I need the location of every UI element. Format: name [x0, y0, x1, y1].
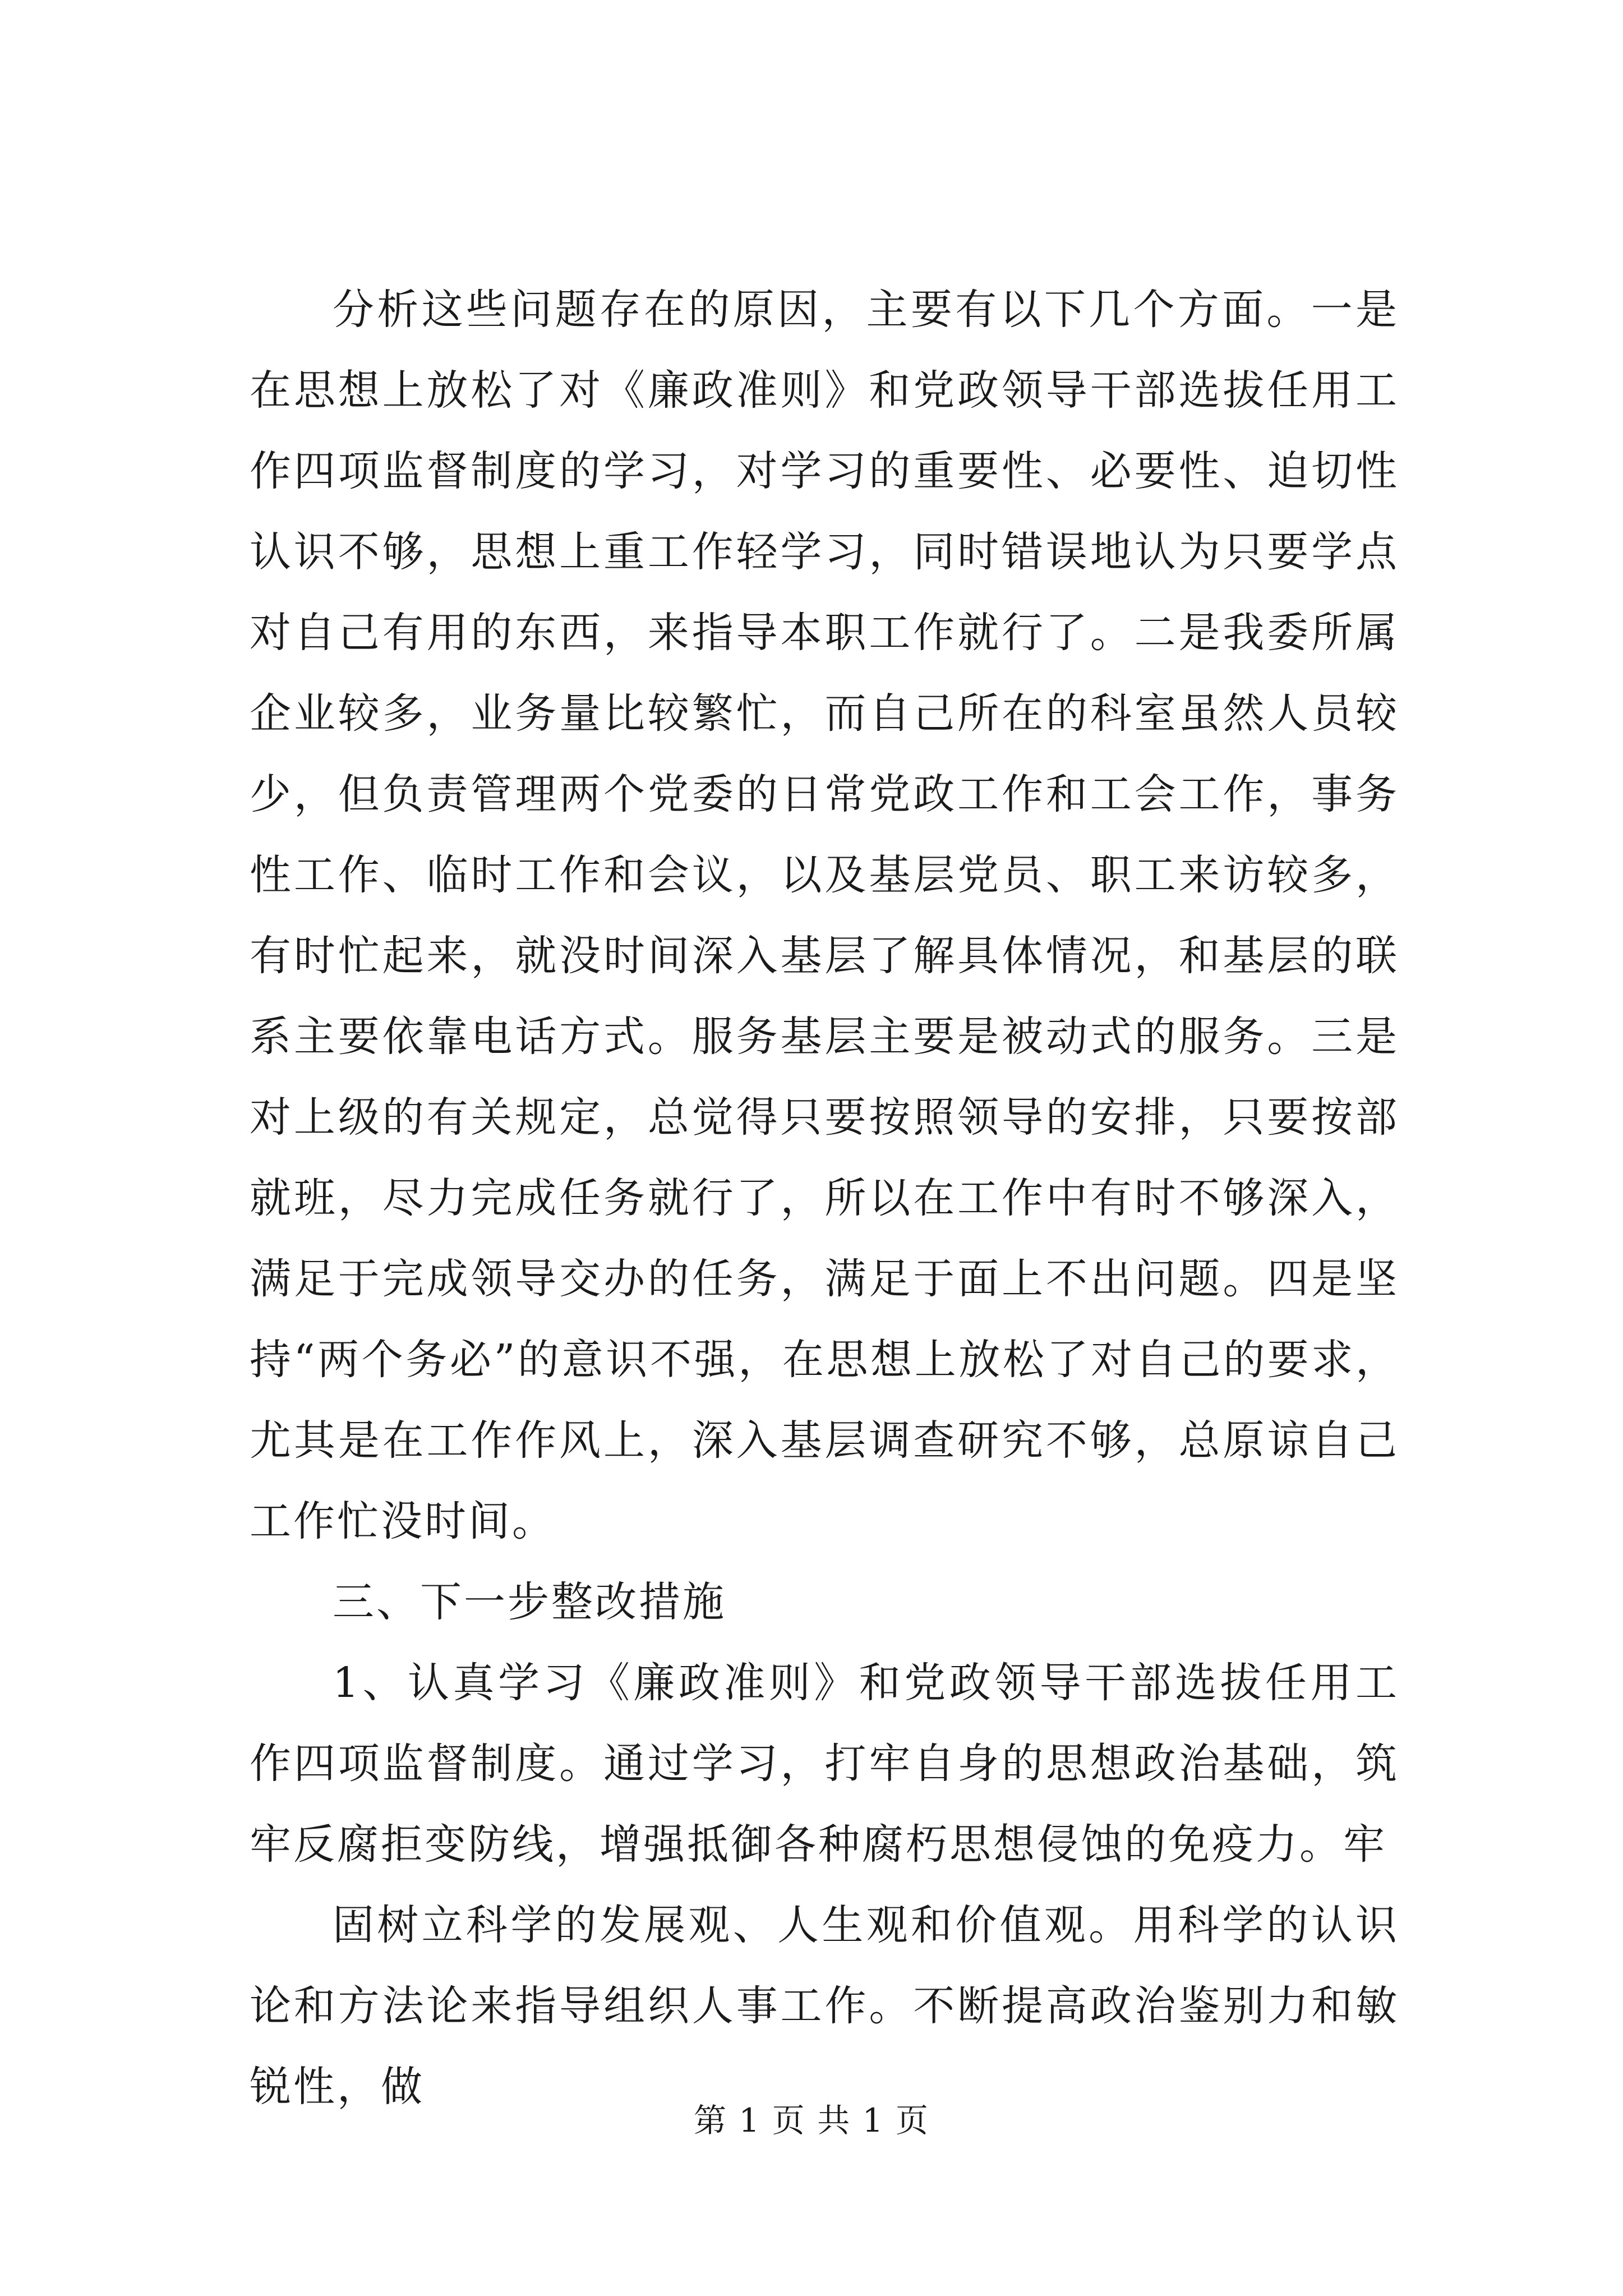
document-body — [250, 269, 1399, 2127]
paragraph-measure-1-continued: 固树立科学的发展观、人生观和价值观。用科学的认识论和方法论来指导组织人事工作。不断提高政治鉴别力和敏锐性，做 — [250, 1901, 1399, 2111]
page-footer: 第 1 页 共 1 页 — [694, 2101, 929, 2139]
paragraph-measure-1: 1、认真学习《廉政准则》和党政领导干部选拔任用工作四项监督制度。通过学习，打牢自身的思想政治基础，筑牢反腐拒变防线，增强抵御各种腐朽思想侵蚀的免疫力。牢 — [250, 1659, 1399, 1869]
section-heading-rectification: 三、下一步整改措施 — [333, 1578, 726, 1626]
paragraph-cause-analysis: 分析这些问题存在的原因，主要有以下几个方面。一是在思想上放松了对《廉政准则》和党政领导干部选拔任用工作四项监督制度的学习，对学习的重要性、必要性、迫切性认识不够，思想上重工作轻学习，同时错误地认为只要学点对自己有用的东西，来指导本职工作就行了。二是我委所属企业较多，业务量比较繁忙，而自己所在的科室虽然人员较少，但负责管理两个党委的日常党政工作和工会工作，事务性工作、临时工作和会议，以及基层党员、职工来访较多，有时忙起来，就没时间深入基层了解具体情况，和基层的联系主要依靠电话方式。服务基层主要是被动式的服务。三是对上级的有关规定，总觉得只要按照领导的安排，只要按部就班，尽力完成任务就行了，所以在工作中有时不够深入，满足于完成领导交办的任务，满足于面上不出问题。四是坚持“两个务必”的意识不强，在思想上放松了对自己的要求，尤其是在工作作风上，深入基层调查研究不够，总原谅自己工作忙没时间。 — [250, 286, 1399, 1545]
